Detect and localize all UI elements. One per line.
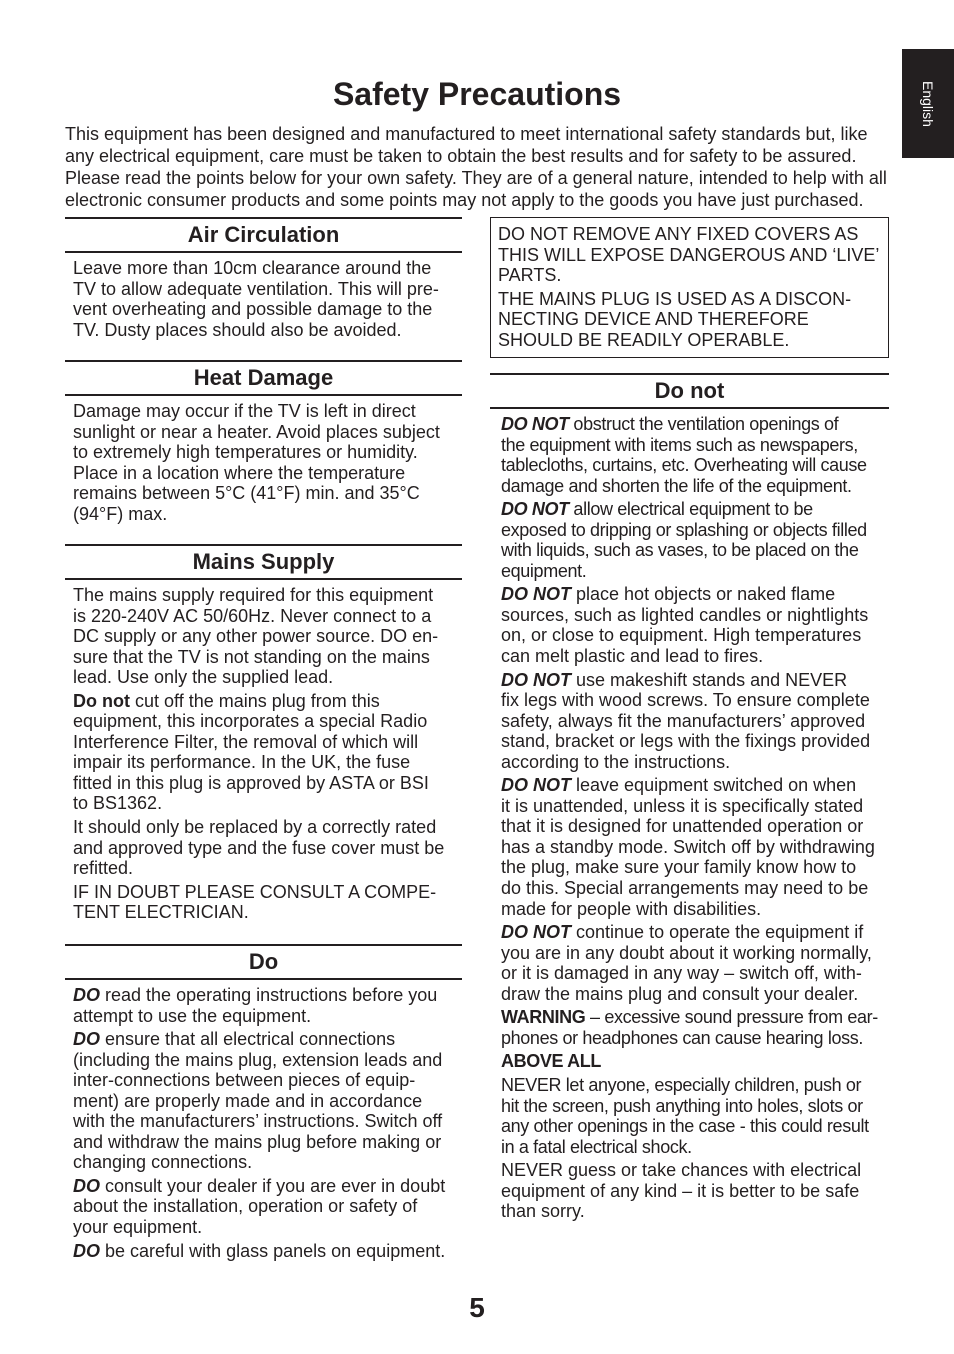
do-text: be careful with glass panels on equipment. [105, 1240, 446, 1261]
do-not-lead: WARNING [501, 1007, 586, 1028]
do-heading: Do [65, 944, 462, 980]
do-not-line: exposed to dripping or splashing or objects filled [501, 519, 867, 540]
do-not-paragraph [501, 1160, 889, 1222]
air-circulation-heading: Air Circulation [65, 217, 462, 253]
intro-paragraph [65, 123, 895, 167]
do-line: attempt to use the equipment. [73, 1005, 312, 1026]
do-not-paragraph [501, 584, 889, 666]
notice-line: NECTING DEVICE AND THEREFORE [498, 309, 809, 330]
mains-supply-line: is 220-240V AC 50/60Hz. Never connect to a [73, 605, 432, 626]
notice-paragraph [498, 289, 881, 351]
do-line: ment) are properly made and in accordance [73, 1090, 423, 1111]
do-not-heading: Do not [490, 373, 889, 409]
do-not-lead: DO NOT [501, 775, 571, 796]
mains-supply-line: impair its performance. In the UK, the fuse [73, 752, 411, 773]
do-not-line [501, 499, 889, 520]
intro-paragraph [65, 167, 895, 211]
do-not-line [501, 1051, 889, 1072]
mains-supply-line: fitted in this plug is approved by ASTA or BSI [73, 772, 429, 793]
do-not-line: has a standby mode. Switch off by withdrawing [501, 836, 875, 857]
heat-damage-section [65, 360, 462, 524]
do-not-lead: DO NOT [501, 669, 571, 690]
language-tab-label: English [920, 80, 936, 127]
do-paragraph [73, 985, 462, 1026]
heat-damage-line: (94°F) max. [73, 503, 168, 524]
do-not-paragraph [501, 1075, 889, 1157]
do-line [73, 1029, 462, 1050]
page-title: Safety Precautions [332, 76, 622, 112]
mains-supply-lead: Do not [73, 690, 130, 711]
mains-supply-section [65, 544, 462, 923]
do-not-line: on, or close to equipment. High temperatures [501, 625, 862, 646]
mains-supply-line: Interference Filter, the removal of which will [73, 731, 419, 752]
mains-supply-line: and approved type and the fuse cover must be [73, 837, 445, 858]
mains-supply-line: It should only be replaced by a correctly rated [73, 817, 437, 838]
do-not-lead: DO NOT [501, 414, 569, 434]
do-not-line [501, 922, 889, 943]
do-not-line: the equipment with items such as newspapers, [501, 434, 858, 455]
heat-damage-line: to extremely high temperatures or humidity. [73, 442, 418, 463]
notice-line: THE MAINS PLUG IS USED AS A DISCON- [498, 288, 852, 309]
do-not-line: safety, always fit the manufacturers’ approved [501, 710, 866, 731]
do-line [73, 985, 462, 1006]
do-line [73, 1241, 462, 1262]
notice-box [490, 217, 889, 358]
mains-supply-line: refitted. [73, 858, 134, 879]
do-not-line: that it is designed for unattended operation or [501, 816, 864, 837]
do-not-line [501, 775, 889, 796]
do-lead: DO [73, 985, 100, 1005]
heat-damage-line: Damage may occur if the TV is left in direct [73, 401, 416, 421]
mains-supply-paragraph [73, 817, 462, 879]
do-not-line: can melt plastic and lead to fires. [501, 646, 764, 667]
air-circulation-body [65, 253, 462, 340]
do-not-paragraph [501, 775, 889, 919]
mains-supply-line: lead. Use only the supplied lead. [73, 667, 334, 688]
mains-supply-heading: Mains Supply [65, 544, 462, 580]
heat-damage-line: Place in a location where the temperature [73, 462, 406, 483]
notice-line: DO NOT REMOVE ANY FIXED COVERS AS [498, 224, 859, 244]
do-line: changing connections. [73, 1152, 253, 1173]
intro-line: any electrical equipment, care must be taken to obtain the best results and for safety to be assured. [65, 146, 857, 166]
mains-supply-paragraph [73, 585, 462, 688]
do-line: and withdraw the mains plug before making or [73, 1131, 442, 1152]
do-not-lead: DO NOT [501, 922, 571, 943]
mains-supply-line: sure that the TV is not standing on the mains [73, 646, 430, 667]
mains-supply-line: to BS1362. [73, 793, 163, 814]
do-not-text: allow electrical equipment to be [573, 499, 813, 520]
do-not-section [490, 373, 889, 1222]
do-not-line: it is unattended, unless it is specifically stated [501, 795, 864, 816]
do-not-line: any other openings in the case - this could result [501, 1116, 869, 1137]
mains-supply-line [73, 691, 462, 712]
do-line: (including the mains plug, extension leads and [73, 1049, 443, 1070]
language-tab [902, 49, 954, 158]
do-not-line: equipment. [501, 560, 587, 581]
do-not-line: draw the mains plug and consult your dealer. [501, 983, 859, 1004]
do-not-paragraph [501, 922, 889, 1004]
do-paragraph [73, 1029, 462, 1173]
do-not-line [501, 414, 889, 435]
do-not-text: place hot objects or naked flame [576, 584, 836, 605]
do-not-line: fix legs with wood screws. To ensure complete [501, 690, 870, 711]
air-circulation-line: TV to allow adequate ventilation. This will pre- [73, 278, 439, 299]
mains-supply-paragraph [73, 691, 462, 814]
air-circulation-line: vent overheating and possible damage to the [73, 299, 433, 320]
do-lead: DO [73, 1175, 100, 1196]
do-paragraph [73, 1241, 462, 1262]
do-not-line: equipment of any kind – it is better to be safe [501, 1180, 860, 1201]
air-circulation-line: TV. Dusty places should also be avoided. [73, 319, 402, 340]
air-circulation-section [65, 217, 462, 340]
do-not-line: hit the screen, push anything into holes, slots or [501, 1095, 863, 1116]
mains-supply-line: equipment, this incorporates a special Radio [73, 711, 428, 732]
do-line [73, 1176, 462, 1197]
do-not-text: use makeshift stands and NEVER [576, 669, 848, 690]
do-not-text: leave equipment switched on when [576, 775, 857, 796]
do-lead: DO [73, 1240, 100, 1261]
do-not-line: damage and shorten the life of the equipment. [501, 475, 852, 496]
do-not-text: obstruct the ventilation openings of [573, 414, 839, 434]
air-circulation-paragraph [73, 258, 462, 340]
air-circulation-line: Leave more than 10cm clearance around the [73, 258, 432, 278]
do-not-line: you are in any doubt about it working normally, [501, 942, 872, 963]
do-paragraph [73, 1176, 462, 1238]
do-not-text: continue to operate the equipment if [576, 922, 864, 943]
do-not-line [501, 584, 889, 605]
notice-line: THIS WILL EXPOSE DANGEROUS AND ‘LIVE’ [498, 244, 880, 265]
do-not-paragraph [501, 1051, 889, 1072]
intro-line: This equipment has been designed and manufactured to meet international safety standards but, like [65, 124, 868, 144]
do-not-paragraph [501, 1007, 889, 1048]
do-line: about the installation, operation or safety of [73, 1196, 418, 1217]
intro-line: electronic consumer products and some points may not apply to the goods you have just purchased. [65, 190, 864, 210]
intro-text [65, 123, 895, 211]
page-number: 5 [469, 1292, 485, 1323]
mains-supply-line: TENT ELECTRICIAN. [73, 902, 249, 923]
do-not-paragraph [501, 670, 889, 773]
do-not-body [490, 409, 889, 1222]
do-lead: DO [73, 1029, 100, 1050]
do-not-line: NEVER let anyone, especially children, push or [501, 1074, 862, 1095]
do-not-line: NEVER guess or take chances with electrical [501, 1160, 862, 1181]
do-not-line: in a fatal electrical shock. [501, 1136, 692, 1157]
mains-supply-line: The mains supply required for this equipment [73, 585, 434, 605]
do-not-line: the plug, make sure your family know how to [501, 857, 857, 878]
do-line: your equipment. [73, 1217, 203, 1238]
heat-damage-body [65, 396, 462, 524]
do-not-line: or it is damaged in any way – switch off, with- [501, 963, 862, 984]
intro-line: Please read the points below for your own safety. They are of a general nature, intended to help with all [65, 168, 887, 188]
mains-supply-text: cut off the mains plug from this [135, 690, 380, 711]
do-not-line: tablecloths, curtains, etc. Overheating will cause [501, 455, 867, 476]
mains-supply-paragraph [73, 882, 462, 923]
heat-damage-paragraph [73, 401, 462, 524]
do-not-paragraph [501, 499, 889, 581]
do-not-line: than sorry. [501, 1201, 585, 1222]
do-not-line: made for people with disabilities. [501, 898, 762, 919]
do-not-text: – excessive sound pressure from ear- [590, 1007, 878, 1028]
do-line: with the manufacturers’ instructions. Switch off [73, 1111, 443, 1132]
do-not-line [501, 670, 889, 691]
heat-damage-line: sunlight or near a heater. Avoid places subject [73, 421, 440, 442]
do-not-lead: DO NOT [501, 584, 571, 605]
do-not-line: stand, bracket or legs with the fixings provided [501, 731, 871, 752]
do-not-paragraph [501, 414, 889, 496]
mains-supply-body [65, 580, 462, 923]
do-not-line: with liquids, such as vases, to be placed on the [501, 540, 859, 561]
notice-line: PARTS. [498, 265, 562, 286]
do-text: consult your dealer if you are ever in doubt [105, 1175, 446, 1196]
do-text: ensure that all electrical connections [105, 1029, 396, 1050]
mains-supply-line: IF IN DOUBT PLEASE CONSULT A COMPE- [73, 881, 437, 902]
mains-supply-line: DC supply or any other power source. DO en- [73, 626, 439, 647]
do-text: read the operating instructions before you [105, 985, 438, 1005]
heat-damage-heading: Heat Damage [65, 360, 462, 396]
do-not-line: do this. Special arrangements may need to be [501, 878, 869, 899]
do-not-line: sources, such as lighted candles or nightlights [501, 604, 869, 625]
notice-line: SHOULD BE READILY OPERABLE. [498, 329, 790, 350]
do-not-line: according to the instructions. [501, 751, 731, 772]
do-line: inter-connections between pieces of equip- [73, 1070, 416, 1091]
do-not-lead: ABOVE ALL [501, 1051, 602, 1072]
do-not-line: phones or headphones can cause hearing loss. [501, 1027, 863, 1048]
do-not-line [501, 1007, 889, 1028]
do-body [65, 980, 462, 1261]
do-not-lead: DO NOT [501, 499, 569, 520]
notice-paragraph [498, 224, 881, 286]
heat-damage-line: remains between 5°C (41°F) min. and 35°C [73, 483, 420, 504]
do-section [65, 944, 462, 1261]
